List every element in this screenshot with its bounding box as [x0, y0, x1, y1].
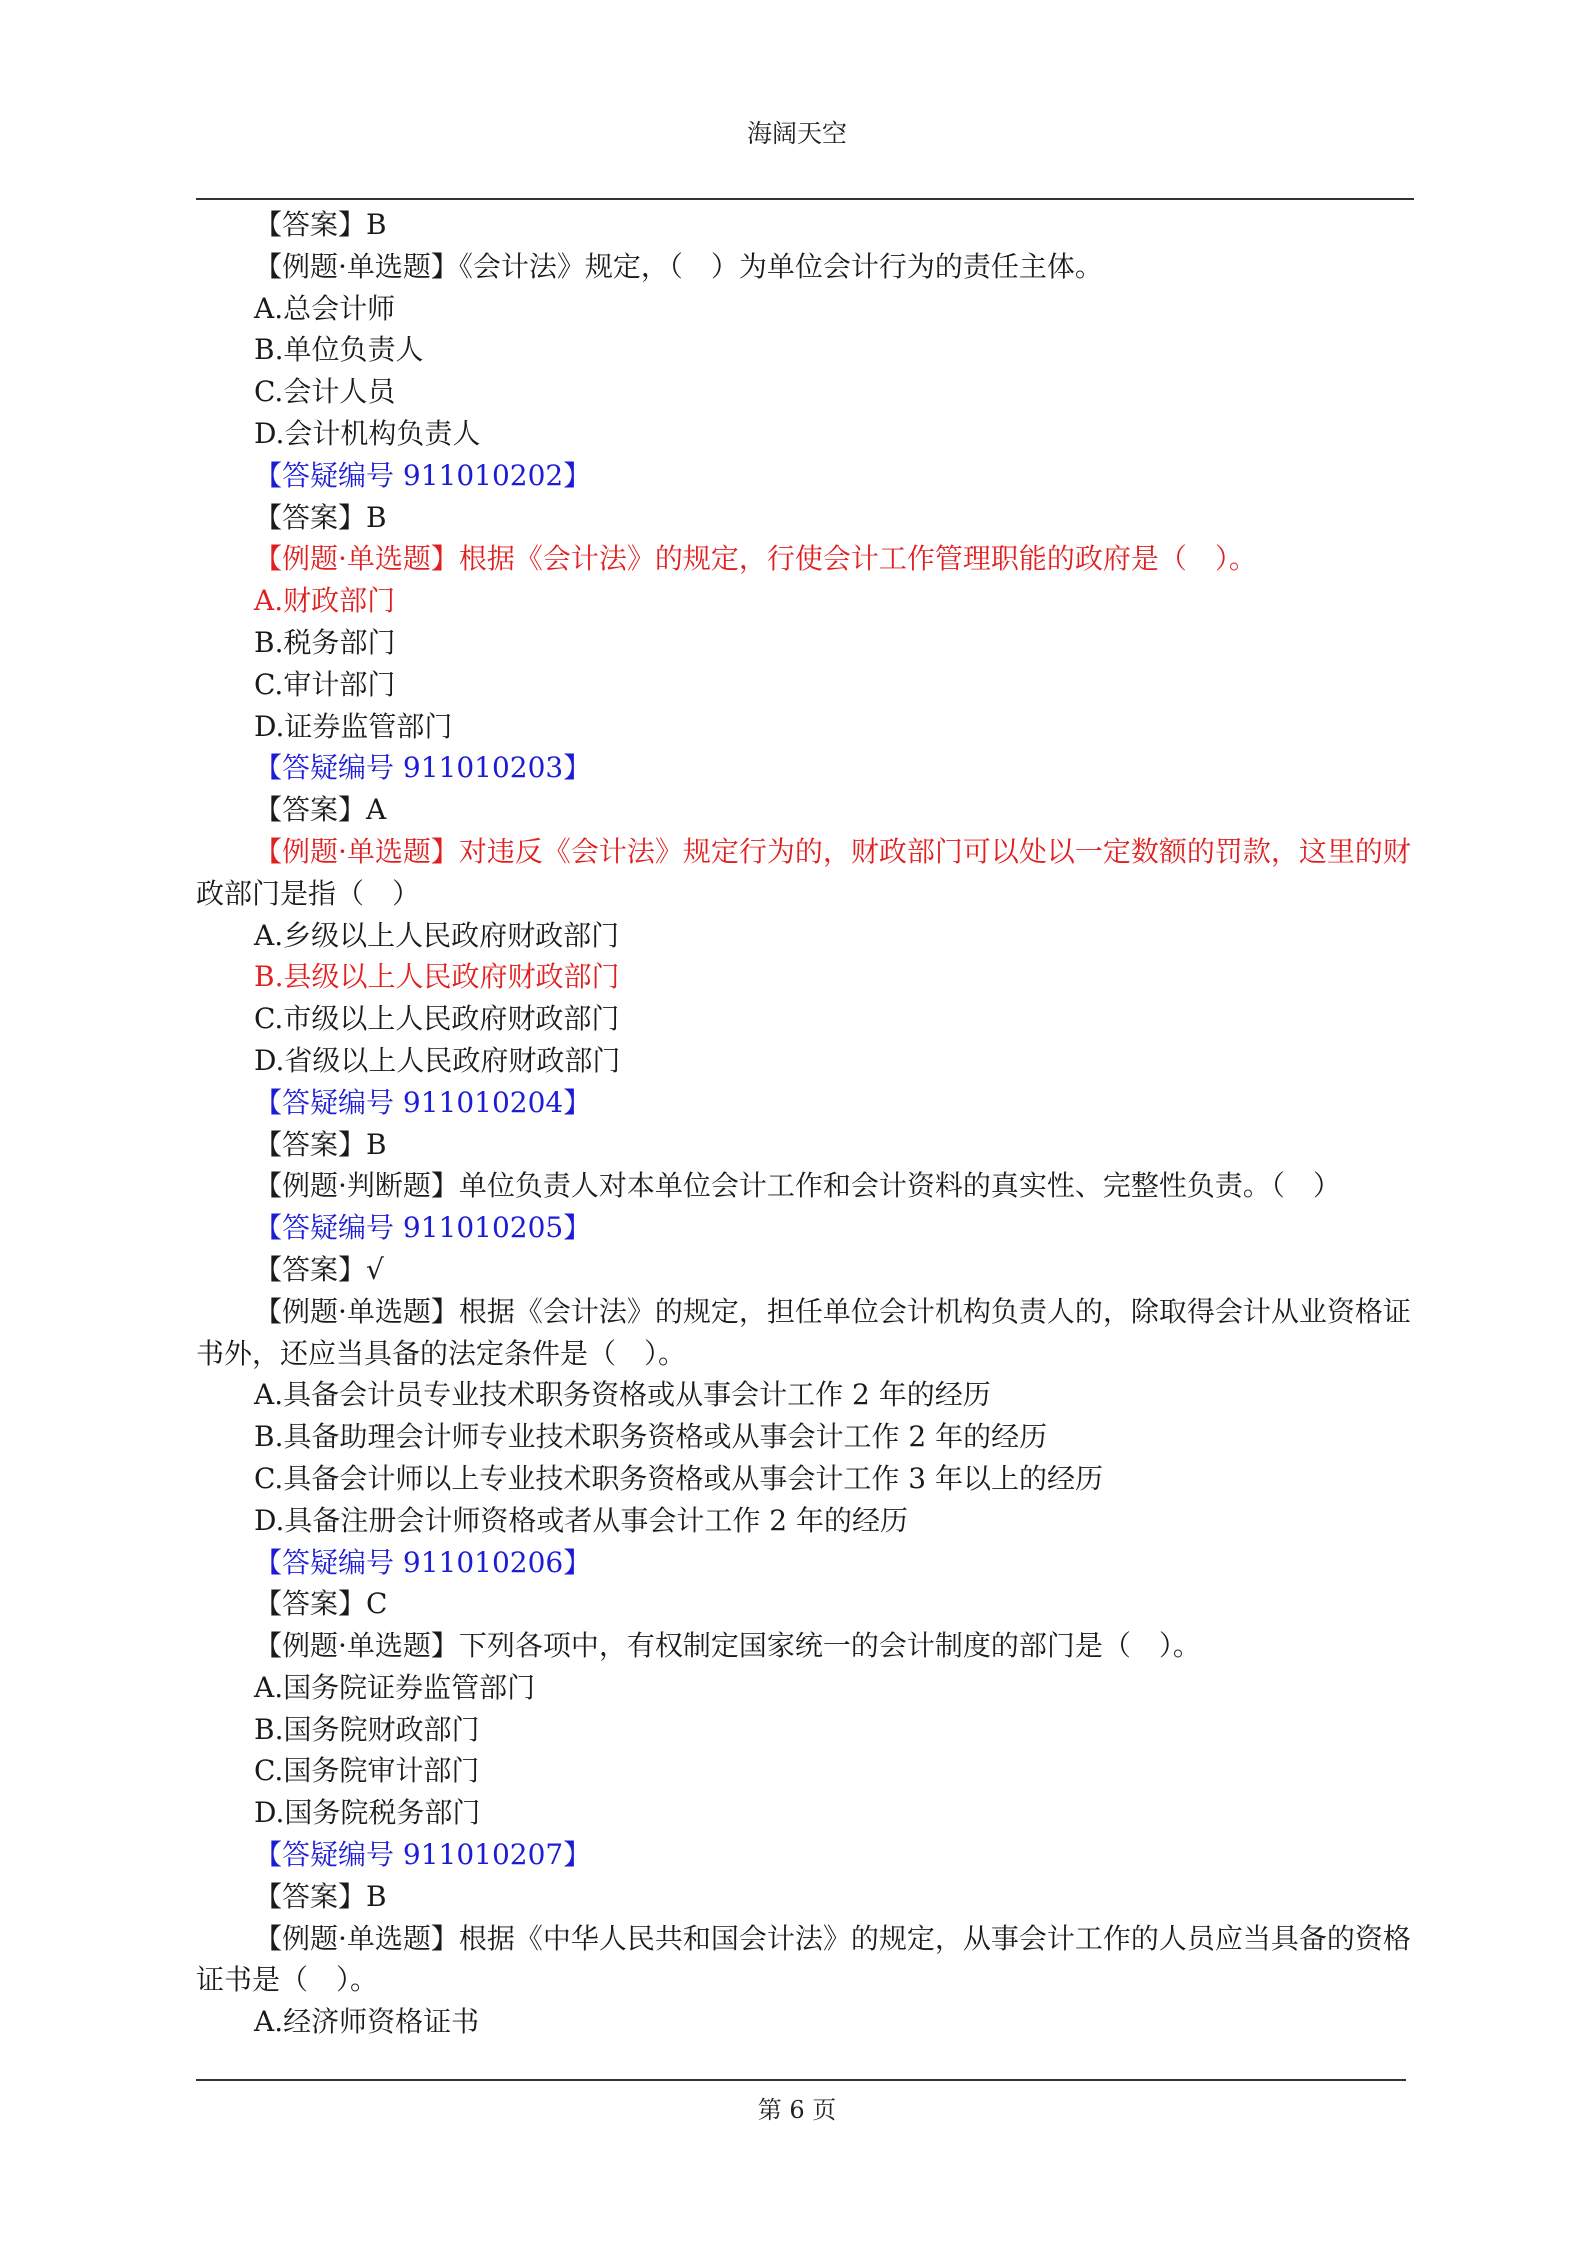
option-line: D.具备注册会计师资格或者从事会计工作 2 年的经历 — [254, 1503, 908, 1537]
answer-line: 【答案】B — [254, 500, 387, 534]
option-line: D.证券监管部门 — [254, 709, 453, 743]
option-line: B.单位负责人 — [254, 333, 424, 367]
option-line: C.审计部门 — [254, 667, 396, 701]
footer-rule — [196, 2079, 1406, 2081]
question-id-line: 【答疑编号 911010202】 — [254, 458, 592, 492]
question-id-line: 【答疑编号 911010205】 — [254, 1211, 592, 1245]
question-line: 【例题·判断题】单位负责人对本单位会计工作和会计资料的真实性、完整性负责。（ ） — [254, 1169, 1341, 1203]
option-line: B.税务部门 — [254, 625, 396, 659]
option-line: C.具备会计师以上专业技术职务资格或从事会计工作 3 年以上的经历 — [254, 1461, 1103, 1495]
question-line: 【例题·单选题】下列各项中，有权制定国家统一的会计制度的部门是（ ）。 — [254, 1629, 1201, 1663]
option-line: B.国务院财政部门 — [254, 1712, 480, 1746]
page-number: 第 6 页 — [757, 2096, 837, 2124]
answer-line: 【答案】√ — [254, 1252, 384, 1286]
option-line: D.省级以上人民政府财政部门 — [254, 1043, 621, 1077]
question-id-line: 【答疑编号 911010207】 — [254, 1838, 592, 1872]
option-line: A.总会计师 — [254, 291, 396, 325]
answer-line: 【答案】A — [254, 793, 387, 827]
text-line: 证书是（ ）。 — [196, 1963, 379, 1997]
option-line: B.县级以上人民政府财政部门 — [254, 960, 620, 994]
question-id-line: 【答疑编号 911010206】 — [254, 1545, 592, 1579]
question-line: 【例题·单选题】根据《会计法》的规定，担任单位会计机构负责人的，除取得会计从业资格证 — [254, 1294, 1411, 1328]
answer-line: 【答案】B — [254, 1879, 387, 1913]
question-line: 【例题·单选题】根据《会计法》的规定，行使会计工作管理职能的政府是（ ）。 — [254, 542, 1257, 576]
text-line: 书外，还应当具备的法定条件是（ ）。 — [196, 1336, 687, 1370]
question-id-line: 【答疑编号 911010204】 — [254, 1085, 592, 1119]
question-line: 【例题·单选题】《会计法》规定，（ ）为单位会计行为的责任主体。 — [254, 249, 1103, 283]
option-line: A.具备会计员专业技术职务资格或从事会计工作 2 年的经历 — [254, 1378, 991, 1412]
answer-line: 【答案】B — [254, 1127, 387, 1161]
option-line: A.财政部门 — [254, 584, 396, 618]
header-rule — [196, 198, 1414, 200]
page-header: 海阔天空 — [746, 119, 847, 148]
answer-line: 【答案】C — [254, 1587, 388, 1621]
question-line: 【例题·单选题】根据《中华人民共和国会计法》的规定，从事会计工作的人员应当具备的资格 — [254, 1921, 1411, 1955]
option-line: B.具备助理会计师专业技术职务资格或从事会计工作 2 年的经历 — [254, 1420, 1048, 1454]
option-line: A.国务院证券监管部门 — [254, 1670, 536, 1704]
question-line: 【例题·单选题】对违反《会计法》规定行为的，财政部门可以处以一定数额的罚款，这里的财 — [254, 834, 1411, 868]
option-line: D.国务院税务部门 — [254, 1796, 481, 1830]
option-line: A.乡级以上人民政府财政部门 — [254, 918, 620, 952]
option-line: A.经济师资格证书 — [254, 2005, 480, 2039]
question-id-line: 【答疑编号 911010203】 — [254, 751, 592, 785]
answer-line: 【答案】B — [254, 208, 387, 241]
text-line: 政部门是指（ ） — [196, 876, 421, 910]
option-line: C.会计人员 — [254, 375, 396, 409]
option-line: C.市级以上人民政府财政部门 — [254, 1002, 620, 1036]
document-body — [196, 204, 1416, 2043]
option-line: D.会计机构负责人 — [254, 416, 481, 450]
option-line: C.国务院审计部门 — [254, 1754, 480, 1788]
